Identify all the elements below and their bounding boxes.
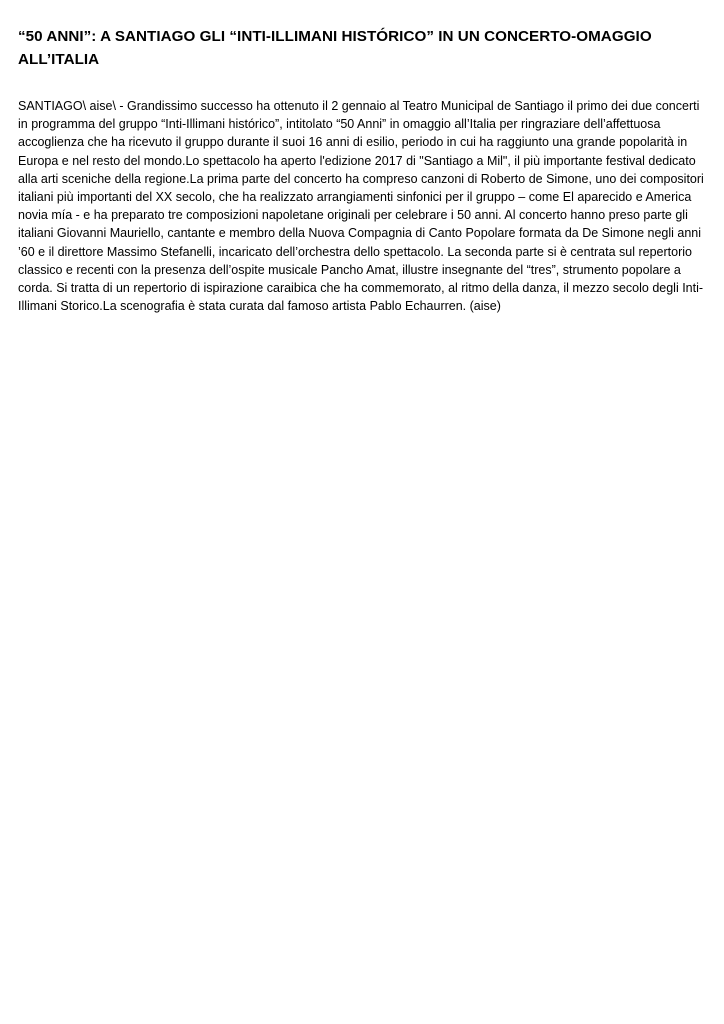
article-body: SANTIAGO\ aise\ - Grandissimo successo ha ottenuto il 2 gennaio al Teatro Municipal de Santiago il primo dei due concerti in programma del gruppo “Inti-Illimani histórico”, intitolato “50 Anni” in omaggio all’Italia per ringraziare dell’affettuosa accoglienza che ha ricevuto il gruppo durante il suoi 16 anni di esilio, periodo in cui ha raggiunto una grande popolarità in Europa e nel resto del mondo.Lo spettacolo ha aperto l'edizione 2017 di "Santiago a Mil", il più importante festival dedicato alla arti sceniche della regione.La prima parte del concerto ha compreso canzoni di Roberto de Simone, uno dei compositori italiani più importanti del XX secolo, che ha realizzato arrangiamenti sinfonici per il gruppo – come El aparecido e America novia mía - e ha preparato tre composizioni napoletane originali per celebrare i 50 anni. Al concerto hanno preso parte gli italiani Giovanni Mauriello, cantante e membro della Nuova Compagnia di Canto Popolare formata da De Simone negli anni ’60 e il direttore Massimo Stefanelli, incaricato dell’orchestra dello spettacolo. La seconda parte si è centrata sul repertorio classico e recenti con la presenza dell’ospite musicale Pancho Amat, illustre insegnante del “tres”, strumento popolare a corda. Si tratta di un repertorio di ispirazione caraibica che ha commemorato, al ritmo della danza, il mezzo secolo degli Inti-Illimani Storico.La scenografia è stata curata dal famoso artista Pablo Echaurren. (aise)	[18, 99, 704, 314]
article-title: “50 ANNI”: A SANTIAGO GLI “INTI-ILLIMANI HISTÓRICO” IN UN CONCERTO-OMAGGIO ALL’ITALIA	[18, 28, 652, 68]
article-page	[18, 25, 708, 315]
